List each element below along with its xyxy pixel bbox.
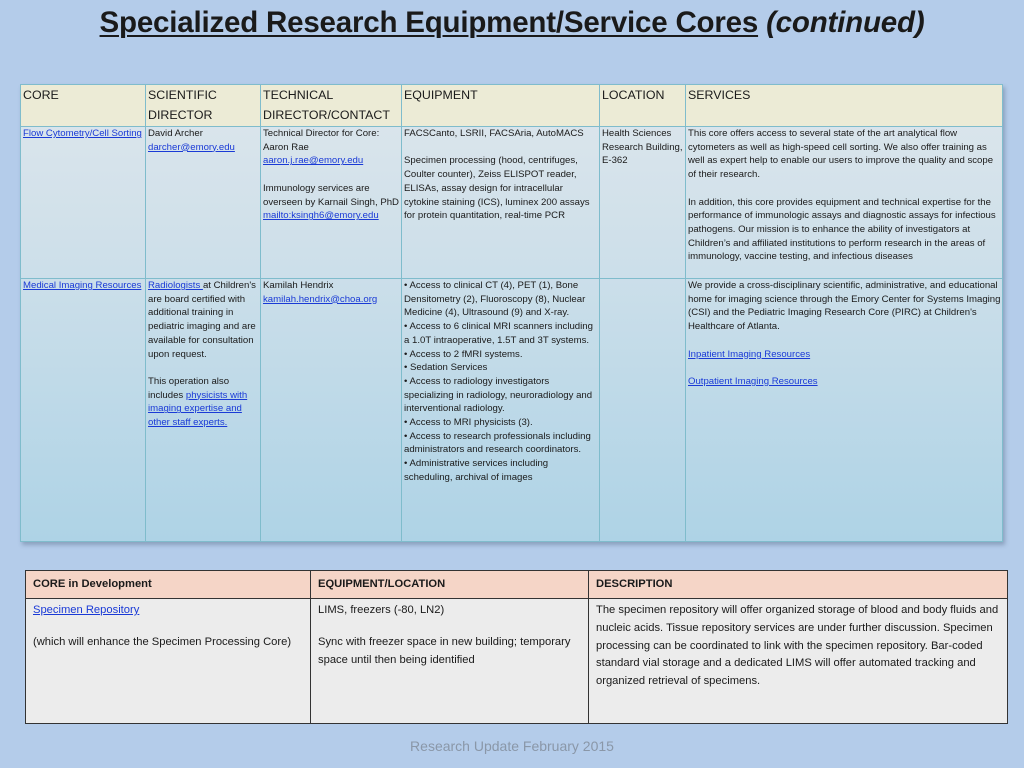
list-item: • Access to 6 clinical MRI scanners including a 1.0T intraoperative, 1.5T and 3T systems.	[404, 321, 593, 346]
specimen-repository-link[interactable]: Specimen Repository	[33, 604, 140, 616]
header-core-in-development: CORE in Development	[26, 571, 311, 599]
dev-equipment-1: LIMS, freezers (-80, LN2)	[318, 604, 445, 616]
flow-location-cell: Health Sciences Research Building, E-362	[600, 127, 686, 279]
footer-text: Research Update February 2015	[410, 738, 614, 754]
services-text-1: This core offers access to several state of the art analytical flow cytometers as well as high-speed cell sorting. We also offer training as well as expert help to enable our users to improve the quality and scope of their research.	[688, 128, 994, 181]
imaging-location-cell	[600, 279, 686, 542]
cores-table-header-row	[21, 85, 1003, 127]
header-equipment: EQUIPMENT	[402, 85, 600, 127]
dev-description-cell	[589, 599, 1008, 724]
tech-email-link[interactable]: aaron.j.rae@emory.edu	[263, 155, 364, 167]
dev-table-header-row	[26, 571, 1008, 599]
tech-name: Kamilah Hendrix	[263, 280, 334, 291]
table-row	[21, 279, 1003, 542]
tech-name: Aaron Rae	[263, 141, 309, 153]
flow-cytometry-link[interactable]: Flow Cytometry/Cell Sorting	[23, 128, 142, 139]
tech-mailto-link[interactable]: mailto:ksingh6@emory.edu	[263, 210, 379, 222]
tech-email-link[interactable]: kamilah.hendrix@choa.org	[263, 293, 378, 305]
list-item: • Sedation Services	[404, 362, 488, 374]
director-note: This operation also includes	[148, 375, 230, 401]
imaging-core-cell	[21, 279, 146, 542]
flow-equipment-cell	[402, 127, 600, 279]
radiologists-link[interactable]: Radiologists	[148, 280, 203, 291]
header-services: SERVICES	[686, 85, 1003, 127]
imaging-technical-cell	[261, 279, 402, 542]
equipment-list-2: Specimen processing (hood, centrifuges, Coulter counter), Zeiss ELISPOT reader, ELISAs, assay design for intracellular cytokine staining (ICS), luminex 200 assays for protein quantitation, real-time PCR	[404, 155, 590, 222]
imaging-equipment-cell	[402, 279, 600, 542]
page-title	[0, 6, 1024, 40]
table-row	[26, 599, 1008, 724]
list-item: • Access to MRI physicists (3).	[404, 417, 533, 429]
dev-equipment-2: Sync with freezer space in new building; temporary space until then being identified	[318, 635, 571, 666]
director-name: David Archer	[148, 128, 203, 139]
imaging-director-cell	[146, 279, 261, 542]
header-technical-director: TECHNICAL DIRECTOR/CONTACT	[261, 85, 402, 127]
list-item: • Administrative services including scheduling, archival of images	[404, 458, 549, 483]
director-email-link[interactable]: darcher@emory.edu	[148, 141, 235, 153]
imaging-services-cell	[686, 279, 1003, 542]
page-title-suffix: (continued)	[766, 6, 925, 39]
list-item: • Access to 2 fMRI systems.	[404, 348, 523, 360]
outpatient-imaging-link[interactable]: Outpatient Imaging Resources	[688, 375, 818, 387]
tech-title: Technical Director for Core:	[263, 128, 380, 139]
list-item: • Access to radiology investigators specializing in radiology, neuroradiology and interventional radiology.	[404, 375, 593, 415]
list-item: • Access to research professionals including administrators and research coordinators.	[404, 430, 591, 456]
list-item: • Access to clinical CT (4), PET (1), Bone Densitometry (2), Fluoroscopy (8), Nuclear Medicine (4), Ultrasound (9) and X-ray.	[404, 280, 586, 319]
flow-core-cell	[21, 127, 146, 279]
header-description: DESCRIPTION	[589, 571, 1008, 599]
dev-description: The specimen repository will offer organized storage of blood and body fluids and nucleic acids. Tissue repository services are under further discussion. Specimen processing can be coordinated to link with the specimen repository. Bar-coded standard vial storage and a dedicated LIMS will offer automated tracking and organized retrieval of specimens.	[596, 604, 999, 688]
director-description: at Children's are board certified with additional training in pediatric imaging and are available for consultation upon request.	[148, 280, 256, 360]
medical-imaging-link[interactable]: Medical Imaging Resources	[23, 280, 142, 291]
table-row	[21, 127, 1003, 279]
page-title-main: Specialized Research Equipment/Service Cores	[99, 6, 759, 39]
services-text: We provide a cross-disciplinary scientific, administrative, and educational home for imaging science through the Emory Center for Systems Imaging (CSI) and the Pediatric Imaging Research Core (PIRC) at Children's Healthcare of Atlanta.	[688, 280, 1001, 333]
header-scientific-director: SCIENTIFIC DIRECTOR	[146, 85, 261, 127]
dev-table	[25, 570, 1008, 724]
flow-technical-cell	[261, 127, 402, 279]
header-equipment-location: EQUIPMENT/LOCATION	[311, 571, 589, 599]
header-core: CORE	[21, 85, 146, 127]
tech-note: Immunology services are overseen by Karnail Singh, PhD	[263, 182, 399, 208]
header-location: LOCATION	[600, 85, 686, 127]
inpatient-imaging-link[interactable]: Inpatient Imaging Resources	[688, 348, 811, 360]
dev-equipment-cell	[311, 599, 589, 724]
dev-core-cell	[26, 599, 311, 724]
services-text-2: In addition, this core provides equipment and technical expertise for the performance of immunologic assays and diagnostic assays for infectious pathogens. Our mission is to enhance the ability of investigators at Children’s and affiliated institutions to perform research in the areas of immunology, vaccine testing, and infectious diseases	[688, 196, 996, 263]
flow-services-cell	[686, 127, 1003, 279]
dev-core-note: (which will enhance the Specimen Processing Core)	[33, 635, 292, 648]
cores-table	[20, 84, 1003, 542]
equipment-list-1: FACSCanto, LSRII, FACSAria, AutoMACS	[404, 128, 584, 139]
physicists-link[interactable]: physicists with imaging expertise and other staff experts.	[148, 389, 248, 429]
flow-director-cell	[146, 127, 261, 279]
